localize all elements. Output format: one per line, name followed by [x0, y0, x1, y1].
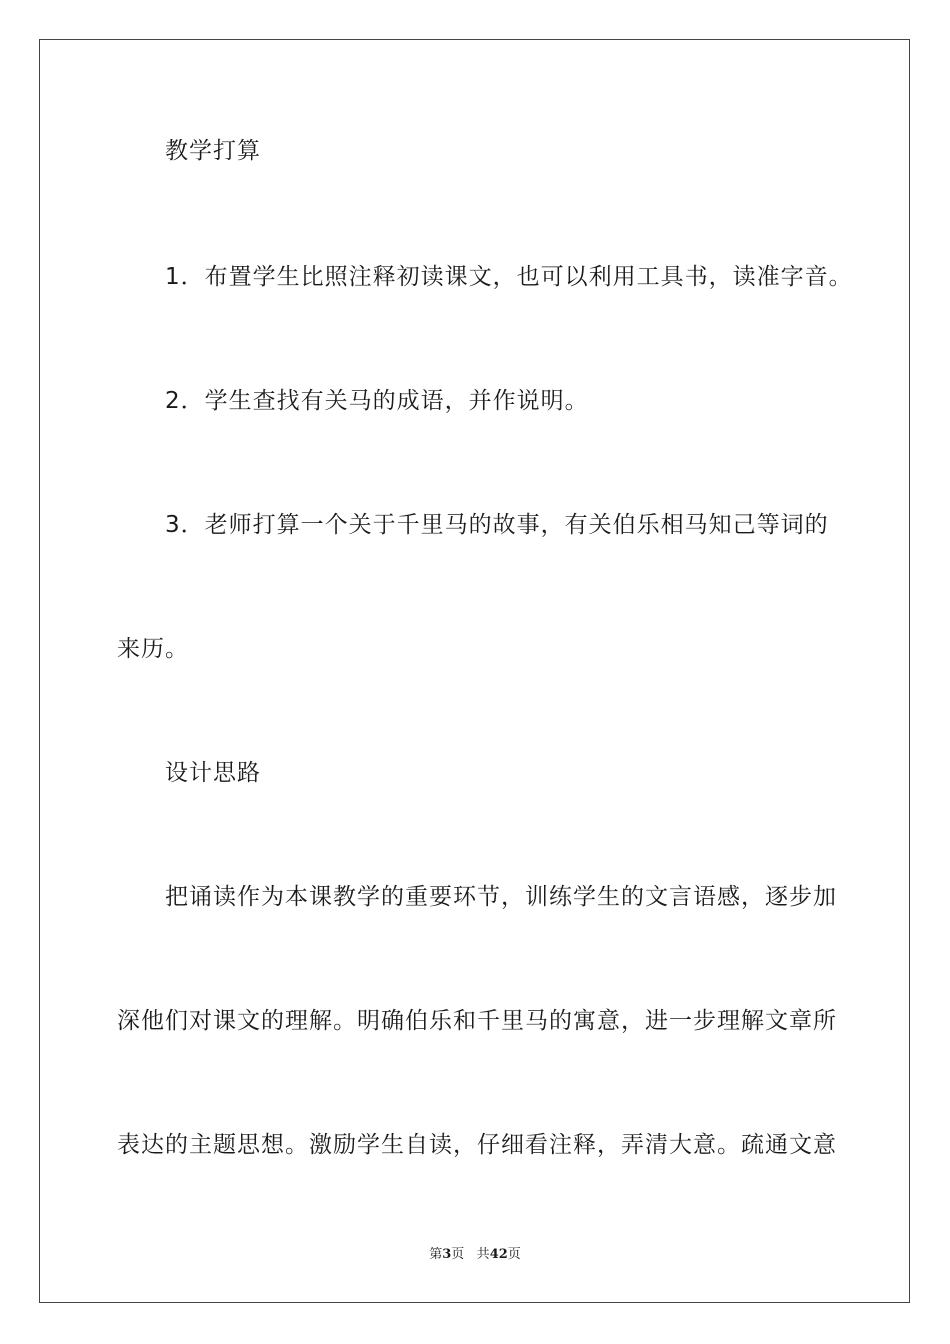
footer-total-prefix: 共 — [476, 1247, 490, 1262]
paragraph-item-3-continued: 来历。 — [117, 636, 189, 662]
paragraph-item-2: 2．学生查找有关马的成语，并作说明。 — [165, 388, 589, 414]
paragraph-design-line-1: 把诵读作为本课教学的重要环节，训练学生的文言语感，逐步加 — [165, 884, 837, 910]
paragraph-design-line-2: 深他们对课文的理解。明确伯乐和千里马的寓意，进一步理解文章所 — [117, 1008, 837, 1034]
footer-page-number: 3 — [442, 1247, 452, 1262]
page-border — [39, 39, 910, 1303]
footer-total-suffix: 页 — [507, 1247, 521, 1262]
section-heading-design-idea: 设计思路 — [165, 760, 261, 786]
paragraph-item-3: 3．老师打算一个关于千里马的故事，有关伯乐相马知己等词的 — [165, 512, 829, 538]
section-heading-teaching-prep: 教学打算 — [165, 138, 261, 164]
paragraph-item-1: 1．布置学生比照注释初读课文，也可以利用工具书，读准字音。 — [165, 264, 853, 290]
footer-total-pages: 42 — [489, 1247, 508, 1262]
footer-page-prefix: 第 — [429, 1247, 443, 1262]
page-footer — [0, 1246, 950, 1264]
paragraph-design-line-3: 表达的主题思想。激励学生自读，仔细看注释，弄清大意。疏通文意 — [117, 1132, 837, 1158]
footer-page-suffix: 页 — [451, 1247, 465, 1262]
